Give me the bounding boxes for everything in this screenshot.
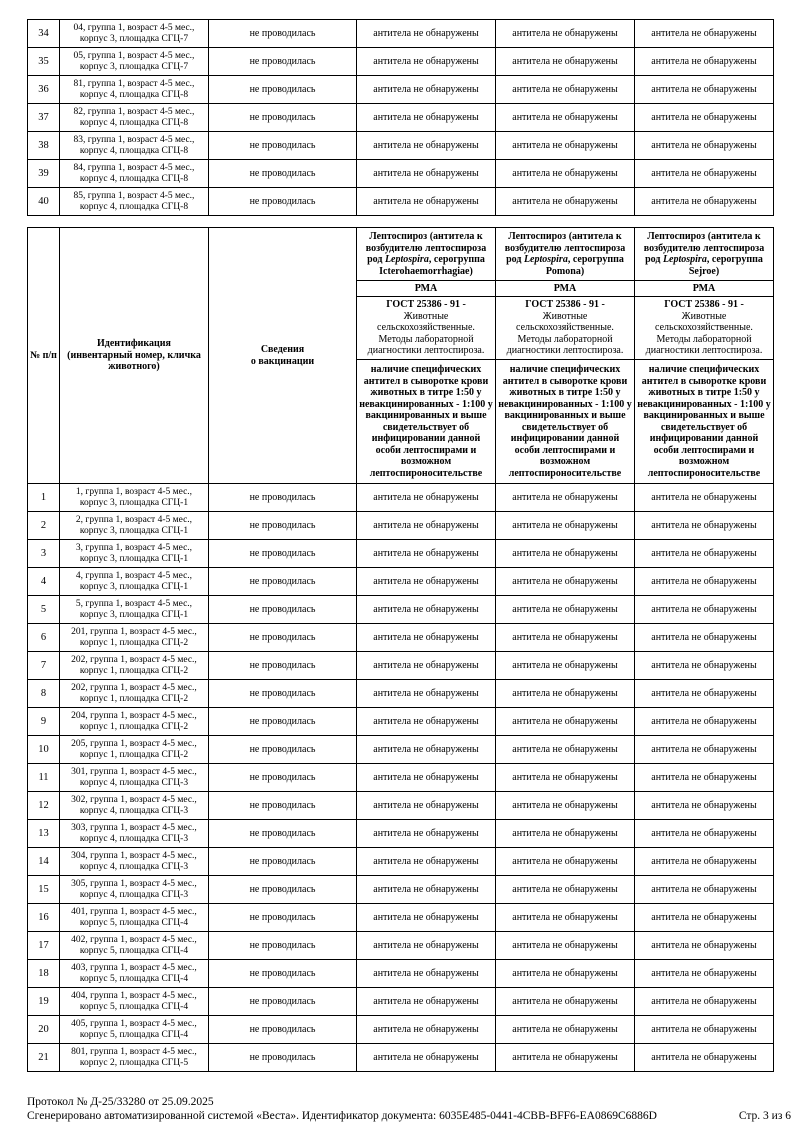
vaccination-info: не проводилась [209, 104, 357, 132]
table-row [28, 680, 774, 708]
row-number: 8 [28, 680, 60, 708]
result-pomona: антитела не обнаружены [496, 104, 635, 132]
vaccination-info: не проводилась [209, 932, 357, 960]
result-icterohaemorrhagiae: антитела не обнаружены [357, 1044, 496, 1072]
animal-identification: 302, группа 1, возраст 4-5 мес., корпус 4, площадка СГЦ-3 [60, 792, 209, 820]
animal-identification: 1, группа 1, возраст 4-5 мес., корпус 3, площадка СГЦ-1 [60, 484, 209, 512]
table-row [28, 596, 774, 624]
header-identification-subtitle: (инвентарный номер, кличка животного) [67, 349, 201, 373]
result-icterohaemorrhagiae: антитела не обнаружены [357, 820, 496, 848]
vaccination-info: не проводилась [209, 792, 357, 820]
result-pomona: антитела не обнаружены [496, 160, 635, 188]
result-pomona: антитела не обнаружены [496, 1044, 635, 1072]
table-row [28, 988, 774, 1016]
result-sejroe: антитела не обнаружены [635, 960, 774, 988]
result-sejroe: антитела не обнаружены [635, 988, 774, 1016]
result-icterohaemorrhagiae: антитела не обнаружены [357, 736, 496, 764]
table-row [28, 708, 774, 736]
row-number: 4 [28, 568, 60, 596]
row-number: 18 [28, 960, 60, 988]
header-method-2: РМА [496, 281, 635, 297]
result-icterohaemorrhagiae: антитела не обнаружены [357, 988, 496, 1016]
vaccination-info: не проводилась [209, 48, 357, 76]
result-pomona: антитела не обнаружены [496, 736, 635, 764]
result-pomona: антитела не обнаружены [496, 764, 635, 792]
result-pomona: антитела не обнаружены [496, 20, 635, 48]
result-sejroe: антитела не обнаружены [635, 484, 774, 512]
result-sejroe: антитела не обнаружены [635, 540, 774, 568]
table-row [28, 1016, 774, 1044]
row-number: 39 [28, 160, 60, 188]
row-number: 36 [28, 76, 60, 104]
animal-identification: 801, группа 1, возраст 4-5 мес., корпус 2, площадка СГЦ-5 [60, 1044, 209, 1072]
vaccination-info: не проводилась [209, 540, 357, 568]
vaccination-info: не проводилась [209, 764, 357, 792]
header-norm-1: наличие специфических антител в сыворотке крови животных в титре 1:50 у невакцинированных - 1:100 у вакцинированных и выше свидетельствует об инфицировании данной особи лептоспирами и возможном лептоспироносительстве [357, 360, 496, 484]
vaccination-info: не проводилась [209, 1044, 357, 1072]
header-test-2: Лептоспироз (антитела к возбудителю лептоспироза род Leptospira, серогруппа Pomona) [496, 228, 635, 281]
results-table-continued [27, 19, 774, 216]
result-icterohaemorrhagiae: антитела не обнаружены [357, 188, 496, 216]
result-pomona: антитела не обнаружены [496, 960, 635, 988]
result-sejroe: антитела не обнаружены [635, 188, 774, 216]
result-sejroe: антитела не обнаружены [635, 596, 774, 624]
animal-identification: 401, группа 1, возраст 4-5 мес., корпус 5, площадка СГЦ-4 [60, 904, 209, 932]
result-icterohaemorrhagiae: антитела не обнаружены [357, 1016, 496, 1044]
vaccination-info: не проводилась [209, 76, 357, 104]
header-identification [60, 228, 209, 484]
row-number: 12 [28, 792, 60, 820]
result-sejroe: антитела не обнаружены [635, 764, 774, 792]
row-number: 38 [28, 132, 60, 160]
result-icterohaemorrhagiae: антитела не обнаружены [357, 484, 496, 512]
result-sejroe: антитела не обнаружены [635, 1044, 774, 1072]
result-pomona: антитела не обнаружены [496, 708, 635, 736]
table-row [28, 764, 774, 792]
vaccination-info: не проводилась [209, 132, 357, 160]
animal-identification: 405, группа 1, возраст 4-5 мес., корпус 5, площадка СГЦ-4 [60, 1016, 209, 1044]
protocol-number: Протокол № Д-25/33280 от 25.09.2025 [27, 1096, 214, 1108]
result-icterohaemorrhagiae: антитела не обнаружены [357, 160, 496, 188]
result-pomona: антитела не обнаружены [496, 484, 635, 512]
result-pomona: антитела не обнаружены [496, 624, 635, 652]
result-sejroe: антитела не обнаружены [635, 1016, 774, 1044]
header-gost-1: ГОСТ 25386 - 91 - Животные сельскохозяйственные. Методы лабораторной диагностики лептоспироза. [357, 297, 496, 360]
vaccination-info: не проводилась [209, 960, 357, 988]
document-footer [27, 1109, 791, 1123]
table-row [28, 1044, 774, 1072]
result-icterohaemorrhagiae: антитела не обнаружены [357, 132, 496, 160]
result-icterohaemorrhagiae: антитела не обнаружены [357, 540, 496, 568]
result-sejroe: антитела не обнаружены [635, 20, 774, 48]
result-sejroe: антитела не обнаружены [635, 512, 774, 540]
animal-identification: 84, группа 1, возраст 4-5 мес., корпус 4, площадка СГЦ-8 [60, 160, 209, 188]
vaccination-info: не проводилась [209, 596, 357, 624]
table-row [28, 48, 774, 76]
row-number: 20 [28, 1016, 60, 1044]
result-pomona: антитела не обнаружены [496, 568, 635, 596]
row-number: 10 [28, 736, 60, 764]
page-number: Стр. 3 из 6 [738, 1110, 791, 1122]
animal-identification: 83, группа 1, возраст 4-5 мес., корпус 4, площадка СГЦ-8 [60, 132, 209, 160]
animal-identification: 201, группа 1, возраст 4-5 мес., корпус 1, площадка СГЦ-2 [60, 624, 209, 652]
result-icterohaemorrhagiae: антитела не обнаружены [357, 960, 496, 988]
result-pomona: антитела не обнаружены [496, 876, 635, 904]
animal-identification: 304, группа 1, возраст 4-5 мес., корпус 4, площадка СГЦ-3 [60, 848, 209, 876]
result-pomona: антитела не обнаружены [496, 932, 635, 960]
table-row [28, 132, 774, 160]
table-row [28, 652, 774, 680]
result-icterohaemorrhagiae: антитела не обнаружены [357, 104, 496, 132]
vaccination-info: не проводилась [209, 20, 357, 48]
result-pomona: антитела не обнаружены [496, 820, 635, 848]
animal-identification: 82, группа 1, возраст 4-5 мес., корпус 4, площадка СГЦ-8 [60, 104, 209, 132]
vaccination-info: не проводилась [209, 904, 357, 932]
result-icterohaemorrhagiae: антитела не обнаружены [357, 904, 496, 932]
table-row [28, 932, 774, 960]
row-number: 34 [28, 20, 60, 48]
result-sejroe: антитела не обнаружены [635, 848, 774, 876]
vaccination-info: не проводилась [209, 736, 357, 764]
row-number: 6 [28, 624, 60, 652]
result-pomona: антитела не обнаружены [496, 540, 635, 568]
result-icterohaemorrhagiae: антитела не обнаружены [357, 568, 496, 596]
animal-identification: 81, группа 1, возраст 4-5 мес., корпус 4, площадка СГЦ-8 [60, 76, 209, 104]
row-number: 21 [28, 1044, 60, 1072]
table-row [28, 160, 774, 188]
vaccination-info: не проводилась [209, 652, 357, 680]
table-row [28, 792, 774, 820]
animal-identification: 202, группа 1, возраст 4-5 мес., корпус 1, площадка СГЦ-2 [60, 652, 209, 680]
header-norm-2: наличие специфических антител в сыворотке крови животных в титре 1:50 у невакцинированных - 1:100 у вакцинированных и выше свидетельствует об инфицировании данной особи лептоспирами и возможном лептоспироносительстве [496, 360, 635, 484]
vaccination-info: не проводилась [209, 484, 357, 512]
header-identification-title: Идентификация [97, 338, 171, 350]
result-sejroe: антитела не обнаружены [635, 132, 774, 160]
table-row [28, 540, 774, 568]
row-number: 2 [28, 512, 60, 540]
animal-identification: 2, группа 1, возраст 4-5 мес., корпус 3, площадка СГЦ-1 [60, 512, 209, 540]
result-sejroe: антитела не обнаружены [635, 652, 774, 680]
result-pomona: антитела не обнаружены [496, 988, 635, 1016]
result-pomona: антитела не обнаружены [496, 652, 635, 680]
header-vaccination [209, 228, 357, 484]
row-number: 17 [28, 932, 60, 960]
table-row [28, 104, 774, 132]
row-number: 11 [28, 764, 60, 792]
result-pomona: антитела не обнаружены [496, 188, 635, 216]
table-row [28, 76, 774, 104]
table-row [28, 876, 774, 904]
table-row [28, 960, 774, 988]
animal-identification: 303, группа 1, возраст 4-5 мес., корпус 4, площадка СГЦ-3 [60, 820, 209, 848]
result-icterohaemorrhagiae: антитела не обнаружены [357, 596, 496, 624]
header-test-1: Лептоспироз (антитела к возбудителю лептоспироза род Leptospira, серогруппа Icterohaemorrhagiae) [357, 228, 496, 281]
row-number: 7 [28, 652, 60, 680]
result-icterohaemorrhagiae: антитела не обнаружены [357, 764, 496, 792]
result-pomona: антитела не обнаружены [496, 904, 635, 932]
result-icterohaemorrhagiae: антитела не обнаружены [357, 20, 496, 48]
animal-identification: 5, группа 1, возраст 4-5 мес., корпус 3, площадка СГЦ-1 [60, 596, 209, 624]
vaccination-info: не проводилась [209, 512, 357, 540]
animal-identification: 205, группа 1, возраст 4-5 мес., корпус 1, площадка СГЦ-2 [60, 736, 209, 764]
result-sejroe: антитела не обнаружены [635, 876, 774, 904]
table-row [28, 512, 774, 540]
vaccination-info: не проводилась [209, 708, 357, 736]
result-icterohaemorrhagiae: антитела не обнаружены [357, 876, 496, 904]
result-sejroe: антитела не обнаружены [635, 568, 774, 596]
animal-identification: 04, группа 1, возраст 4-5 мес., корпус 3, площадка СГЦ-7 [60, 20, 209, 48]
row-number: 5 [28, 596, 60, 624]
table-row [28, 624, 774, 652]
animal-identification: 301, группа 1, возраст 4-5 мес., корпус 4, площадка СГЦ-3 [60, 764, 209, 792]
header-gost-3: ГОСТ 25386 - 91 - Животные сельскохозяйственные. Методы лабораторной диагностики лептоспироза. [635, 297, 774, 360]
animal-identification: 3, группа 1, возраст 4-5 мес., корпус 3, площадка СГЦ-1 [60, 540, 209, 568]
result-pomona: антитела не обнаружены [496, 132, 635, 160]
result-icterohaemorrhagiae: антитела не обнаружены [357, 652, 496, 680]
result-icterohaemorrhagiae: антитела не обнаружены [357, 76, 496, 104]
result-sejroe: антитела не обнаружены [635, 820, 774, 848]
result-sejroe: антитела не обнаружены [635, 680, 774, 708]
row-number: 9 [28, 708, 60, 736]
result-sejroe: антитела не обнаружены [635, 792, 774, 820]
result-pomona: антитела не обнаружены [496, 1016, 635, 1044]
result-sejroe: антитела не обнаружены [635, 160, 774, 188]
vaccination-info: не проводилась [209, 848, 357, 876]
result-pomona: антитела не обнаружены [496, 48, 635, 76]
row-number: 13 [28, 820, 60, 848]
generated-note: Сгенерировано автоматизированной системой «Веста». Идентификатор документа: 6035E485-0441-4CBB-BFF6-EA0869C6886D [27, 1110, 657, 1122]
animal-identification: 305, группа 1, возраст 4-5 мес., корпус 4, площадка СГЦ-3 [60, 876, 209, 904]
vaccination-info: не проводилась [209, 820, 357, 848]
animal-identification: 404, группа 1, возраст 4-5 мес., корпус 5, площадка СГЦ-4 [60, 988, 209, 1016]
result-icterohaemorrhagiae: антитела не обнаружены [357, 848, 496, 876]
result-sejroe: антитела не обнаружены [635, 708, 774, 736]
table-row [28, 736, 774, 764]
table-row [28, 484, 774, 512]
result-icterohaemorrhagiae: антитела не обнаружены [357, 932, 496, 960]
row-number: 16 [28, 904, 60, 932]
result-pomona: антитела не обнаружены [496, 848, 635, 876]
animal-identification: 403, группа 1, возраст 4-5 мес., корпус 5, площадка СГЦ-4 [60, 960, 209, 988]
header-vaccination-line2: о вакцинации [250, 355, 315, 367]
result-pomona: антитела не обнаружены [496, 512, 635, 540]
vaccination-info: не проводилась [209, 188, 357, 216]
result-sejroe: антитела не обнаружены [635, 76, 774, 104]
result-sejroe: антитела не обнаружены [635, 104, 774, 132]
vaccination-info: не проводилась [209, 568, 357, 596]
animal-identification: 4, группа 1, возраст 4-5 мес., корпус 3, площадка СГЦ-1 [60, 568, 209, 596]
result-pomona: антитела не обнаружены [496, 792, 635, 820]
result-sejroe: антитела не обнаружены [635, 624, 774, 652]
header-vaccination-line1: Сведения [260, 344, 305, 355]
row-number: 35 [28, 48, 60, 76]
header-method-3: РМА [635, 281, 774, 297]
result-pomona: антитела не обнаружены [496, 680, 635, 708]
results-table [27, 227, 774, 1072]
row-number: 15 [28, 876, 60, 904]
row-number: 1 [28, 484, 60, 512]
header-norm-3: наличие специфических антител в сыворотке крови животных в титре 1:50 у невакцинированных - 1:100 у вакцинированных и выше свидетельствует об инфицировании данной особи лептоспирами и возможном лептоспироносительстве [635, 360, 774, 484]
result-icterohaemorrhagiae: антитела не обнаружены [357, 48, 496, 76]
table-row [28, 188, 774, 216]
result-sejroe: антитела не обнаружены [635, 904, 774, 932]
result-sejroe: антитела не обнаружены [635, 932, 774, 960]
animal-identification: 202, группа 1, возраст 4-5 мес., корпус 1, площадка СГЦ-2 [60, 680, 209, 708]
result-icterohaemorrhagiae: антитела не обнаружены [357, 512, 496, 540]
vaccination-info: не проводилась [209, 160, 357, 188]
header-test-3: Лептоспироз (антитела к возбудителю лептоспироза род Leptospira, серогруппа Sejroe) [635, 228, 774, 281]
row-number: 19 [28, 988, 60, 1016]
vaccination-info: не проводилась [209, 1016, 357, 1044]
header-gost-2: ГОСТ 25386 - 91 - Животные сельскохозяйственные. Методы лабораторной диагностики лептоспироза. [496, 297, 635, 360]
row-number: 40 [28, 188, 60, 216]
result-sejroe: антитела не обнаружены [635, 736, 774, 764]
result-icterohaemorrhagiae: антитела не обнаружены [357, 680, 496, 708]
animal-identification: 05, группа 1, возраст 4-5 мес., корпус 3, площадка СГЦ-7 [60, 48, 209, 76]
vaccination-info: не проводилась [209, 624, 357, 652]
header-method-1: РМА [357, 281, 496, 297]
row-number: 3 [28, 540, 60, 568]
row-number: 14 [28, 848, 60, 876]
header-number: № п/п [28, 228, 60, 484]
vaccination-info: не проводилась [209, 988, 357, 1016]
animal-identification: 204, группа 1, возраст 4-5 мес., корпус 1, площадка СГЦ-2 [60, 708, 209, 736]
result-icterohaemorrhagiae: антитела не обнаружены [357, 624, 496, 652]
table-row [28, 848, 774, 876]
result-pomona: антитела не обнаружены [496, 76, 635, 104]
vaccination-info: не проводилась [209, 680, 357, 708]
result-icterohaemorrhagiae: антитела не обнаружены [357, 708, 496, 736]
vaccination-info: не проводилась [209, 876, 357, 904]
table-row [28, 20, 774, 48]
result-icterohaemorrhagiae: антитела не обнаружены [357, 792, 496, 820]
result-sejroe: антитела не обнаружены [635, 48, 774, 76]
animal-identification: 85, группа 1, возраст 4-5 мес., корпус 4, площадка СГЦ-8 [60, 188, 209, 216]
table-row [28, 820, 774, 848]
result-pomona: антитела не обнаружены [496, 596, 635, 624]
row-number: 37 [28, 104, 60, 132]
table-row [28, 904, 774, 932]
animal-identification: 402, группа 1, возраст 4-5 мес., корпус 5, площадка СГЦ-4 [60, 932, 209, 960]
table-row [28, 568, 774, 596]
